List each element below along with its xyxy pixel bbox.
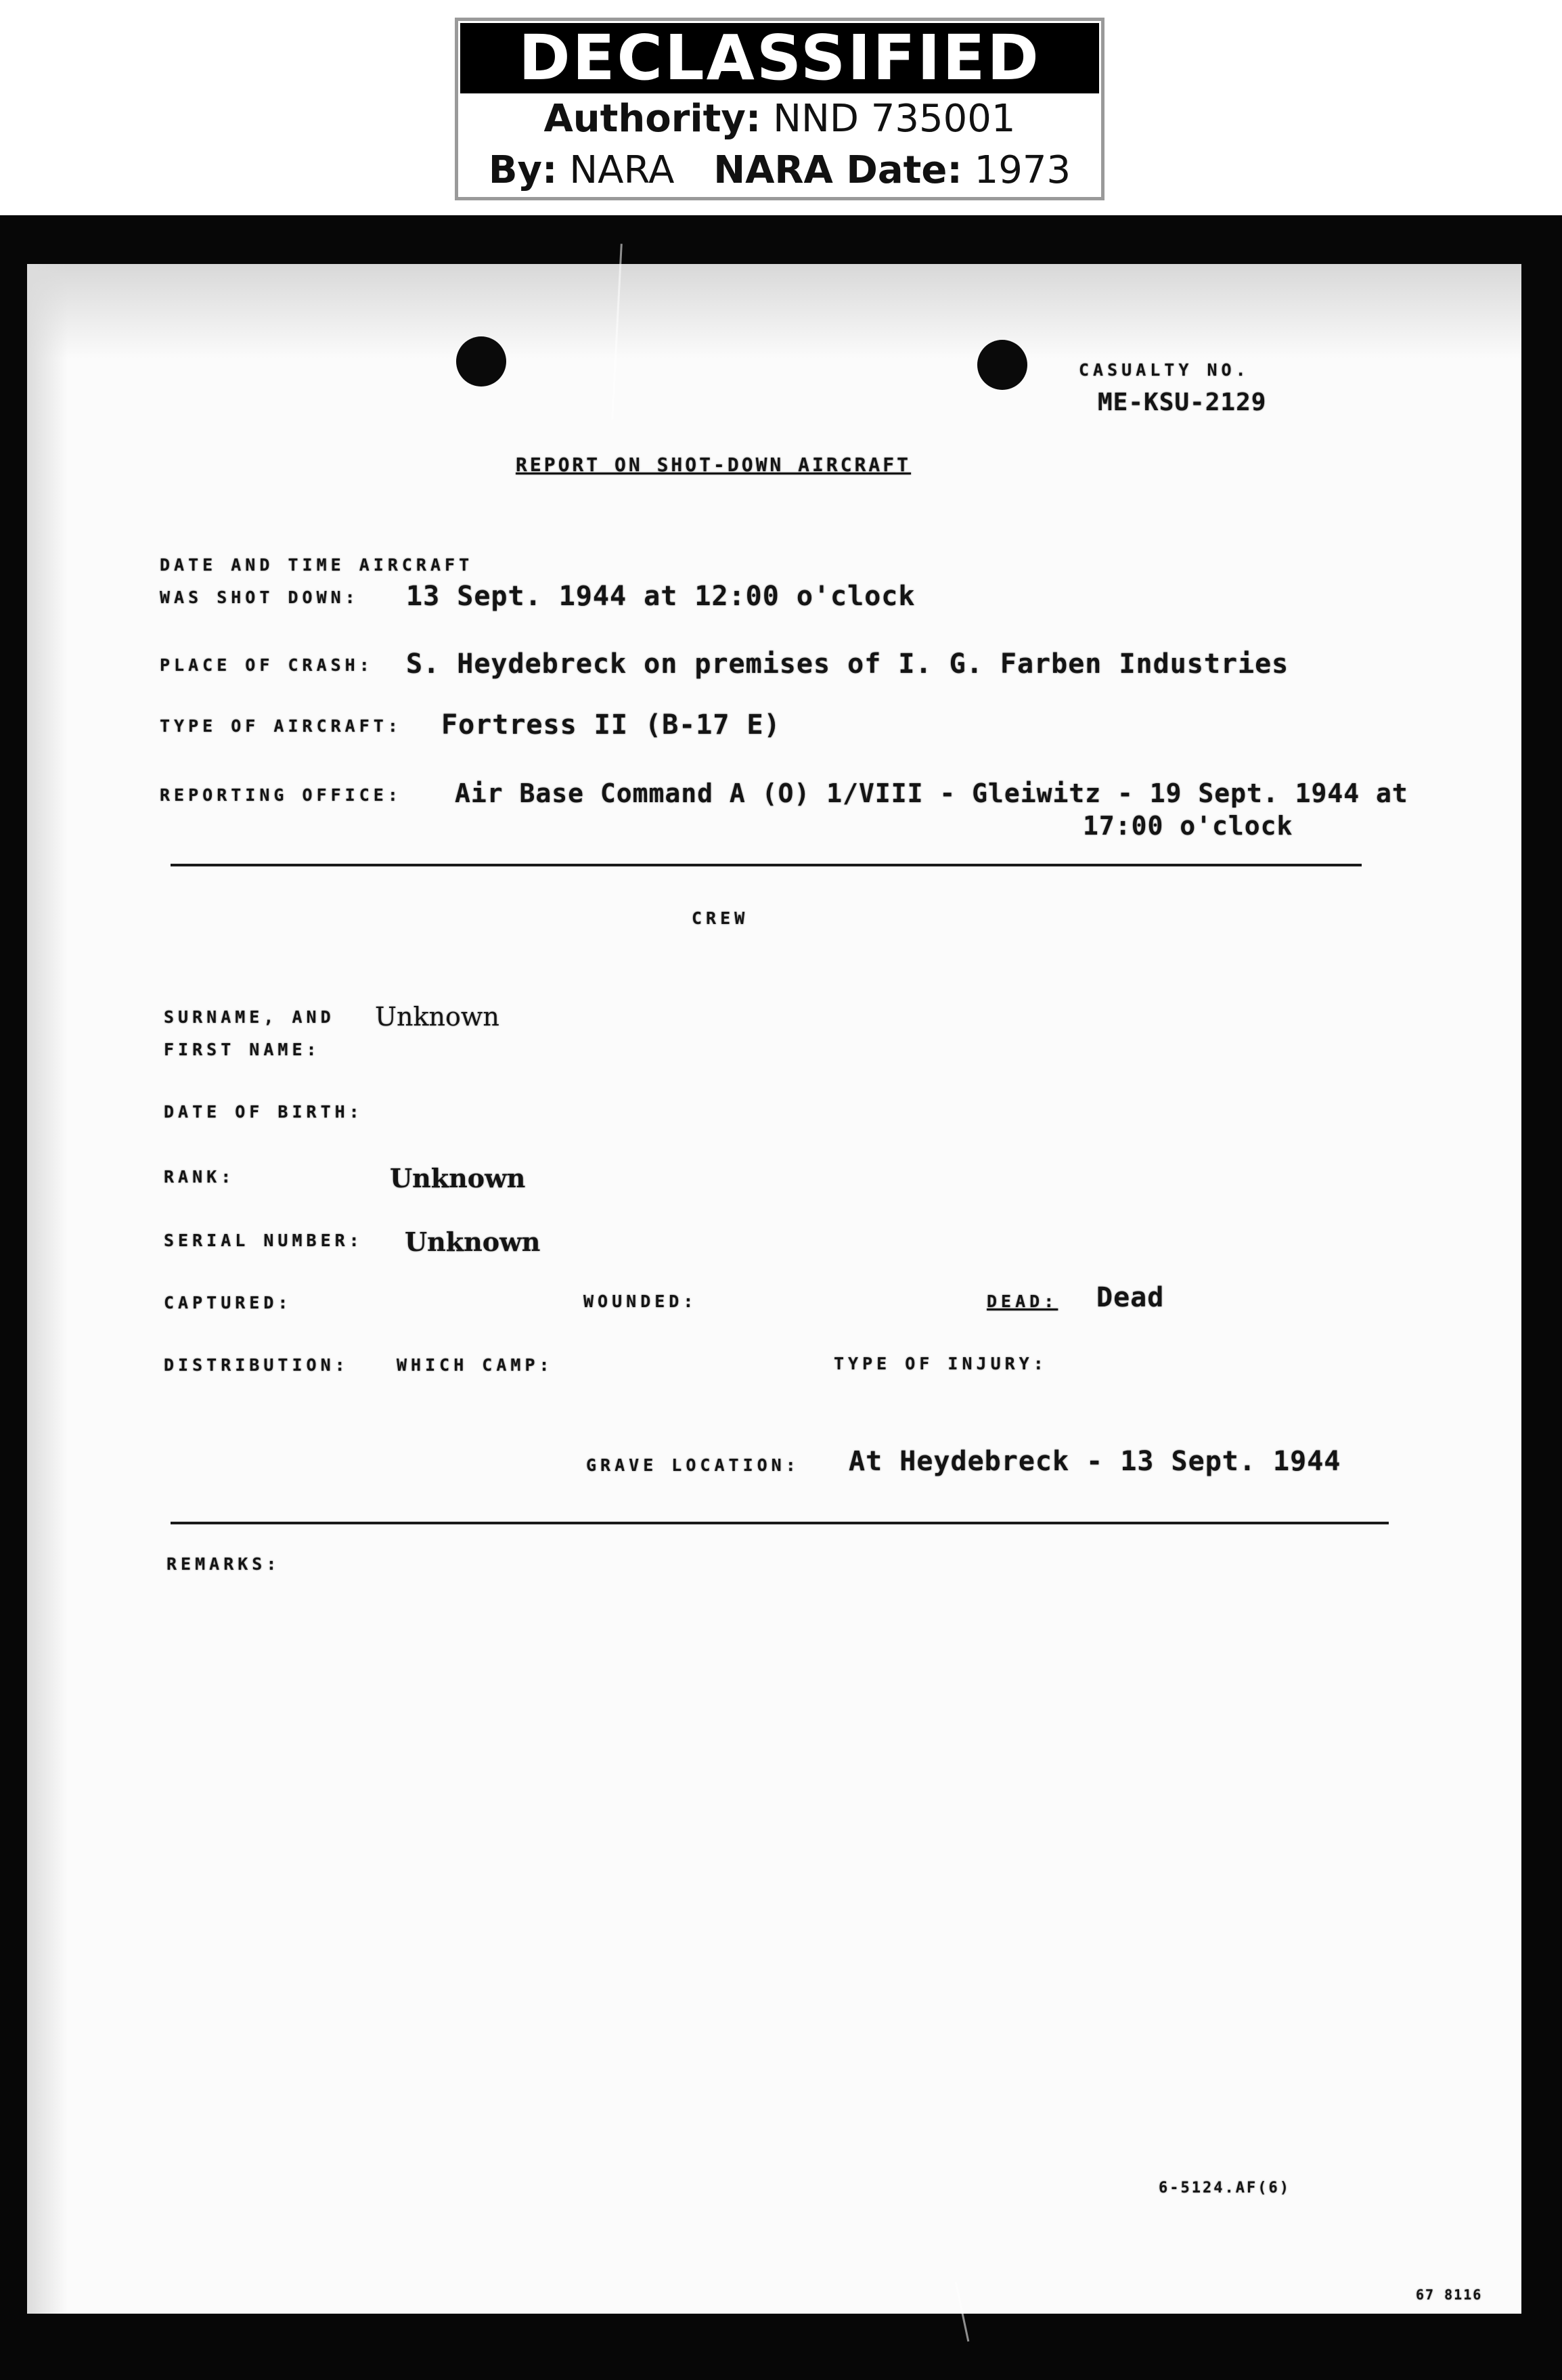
crew-heading: CREW (692, 908, 749, 928)
stamp-authority (458, 93, 1101, 145)
type-label: TYPE OF AIRCRAFT: (160, 716, 402, 736)
by-value: NARA (569, 148, 675, 192)
nara-date-value: 1973 (974, 148, 1071, 192)
reporting-value-line2: 17:00 o'clock (1083, 811, 1293, 841)
wounded-label: WOUNDED: (583, 1292, 698, 1311)
injury-label: TYPE OF INJURY: (834, 1354, 1048, 1373)
surname-label-line1: SURNAME, AND (164, 1007, 335, 1027)
dead-value: Dead (1096, 1282, 1165, 1313)
casualty-label: CASUALTY NO. (1079, 360, 1250, 380)
casualty-number: ME-KSU-2129 (1098, 389, 1267, 416)
declassified-stamp (455, 18, 1104, 200)
rank-value: Unknown (390, 1163, 526, 1193)
authority-label: Authority: (543, 97, 761, 141)
camp-label: WHICH CAMP: (397, 1355, 554, 1375)
serial-value: Unknown (405, 1227, 541, 1257)
corner-code: 67 8116 (1416, 2287, 1483, 2303)
date-time-value: 13 Sept. 1944 at 12:00 o'clock (406, 581, 916, 612)
by-label: By: (488, 148, 558, 192)
grave-label: GRAVE LOCATION: (586, 1455, 800, 1475)
authority-value: NND 735001 (773, 97, 1016, 141)
punch-hole-left (456, 336, 506, 387)
divider-bottom (171, 1522, 1389, 1524)
divider-top (171, 864, 1362, 866)
report-title: REPORT ON SHOT-DOWN AIRCRAFT (516, 454, 912, 476)
form-number: 6-5124.AF(6) (1159, 2180, 1291, 2197)
stamp-by-date (458, 145, 1101, 196)
scanned-report-page (27, 264, 1521, 2314)
serial-label: SERIAL NUMBER: (164, 1231, 363, 1250)
type-value: Fortress II (B-17 E) (441, 709, 781, 741)
date-time-label-line1: DATE AND TIME AIRCRAFT (160, 555, 474, 575)
birth-label: DATE OF BIRTH: (164, 1102, 363, 1122)
distribution-label: DISTRIBUTION: (164, 1355, 349, 1375)
reporting-label: REPORTING OFFICE: (160, 785, 402, 805)
captured-label: CAPTURED: (164, 1293, 292, 1313)
punch-hole-right (977, 340, 1027, 390)
remarks-label: REMARKS: (166, 1554, 281, 1574)
reporting-value-line1: Air Base Command A (O) 1/VIII - Gleiwitz - 19 Sept. 1944 at (455, 778, 1408, 808)
surname-value: Unknown (375, 1002, 499, 1032)
stamp-title: DECLASSIFIED (460, 23, 1099, 93)
grave-value: At Heydebreck - 13 Sept. 1944 (849, 1446, 1341, 1477)
place-value: S. Heydebreck on premises of I. G. Farben Industries (406, 648, 1289, 680)
dead-label: DEAD: (987, 1292, 1058, 1311)
surname-label-line2: FIRST NAME: (164, 1040, 321, 1059)
rank-label: RANK: (164, 1167, 236, 1187)
date-time-label-line2: WAS SHOT DOWN: (160, 588, 359, 607)
place-label: PLACE OF CRASH: (160, 655, 374, 675)
nara-date-label: NARA Date: (713, 148, 962, 192)
